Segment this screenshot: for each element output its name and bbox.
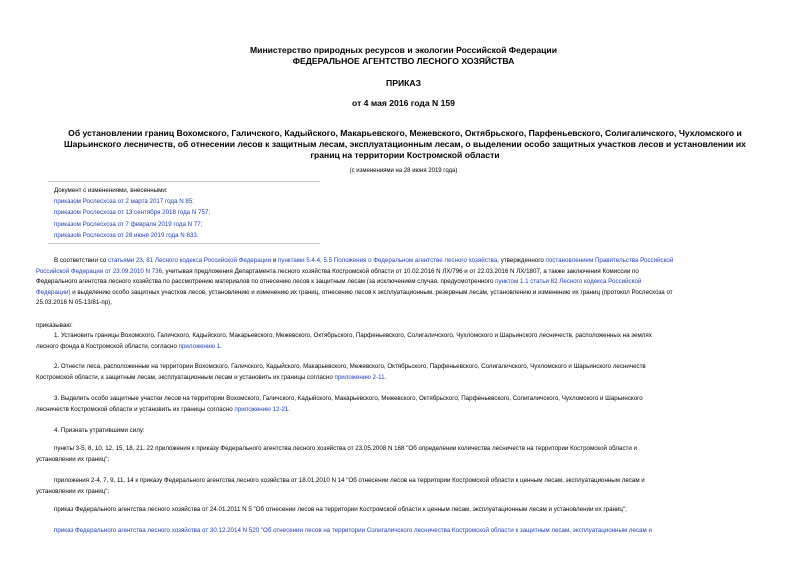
- amendment-link[interactable]: приказом Рослесхоза от 13 сентября 2018 года N 757;: [54, 209, 211, 217]
- appendix-link[interactable]: приложению 2-11: [334, 373, 385, 381]
- item-line: 2. Отнести леса, расположенные на территории Вохомского, Галичского, Кадыйского, Макарьевского, Межевского, Октябрьского, Парфеньевского, Солигаличского, Чухломского и Шарьинского лесничеств: [54, 363, 646, 370]
- item-4-heading: [36, 426, 772, 437]
- preamble-line: 25.03.2016 N 05-13/81-пр),: [36, 299, 112, 306]
- document-type: ПРИКАЗ: [386, 78, 421, 88]
- text-span: .: [220, 342, 222, 350]
- agency-name: ФЕДЕРАЛЬНОЕ АГЕНТСТВО ЛЕСНОГО ХОЗЯЙСТВА: [292, 56, 515, 66]
- text-span: .: [384, 373, 387, 381]
- item-line: установлении их границ";: [36, 487, 110, 495]
- divider-top: [48, 181, 320, 182]
- text-span: лесничеств Костромской области и установить их границы согласно: [36, 405, 235, 413]
- resolution-link-cont[interactable]: Российской Федерации от 23.09.2010 N 736: [36, 267, 163, 275]
- repealed-3: [36, 505, 772, 516]
- item-line: [36, 373, 772, 384]
- item-line: пункты 3-5, 8, 10, 12, 15, 18, 21, 22 приложения к приказу Федерального агентства лесного хозяйства от 23.05.2008 N 168 "Об определении количества лесничеств на территории Костромской области и: [54, 445, 638, 452]
- repealed-4: [36, 526, 772, 537]
- item-line: 1. Установить границы Вохомского, Галичского, Кадыйского, Макарьевского, Межевского, Октябрьского, Парфеньевского, Солигаличского, Чухломского и Шарьинского лесничеств, расположенных на землях: [54, 332, 652, 339]
- amendment-link[interactable]: приказом Рослесхоза от 7 февраля 2019 года N 77;: [54, 220, 203, 228]
- item-line: [36, 342, 772, 353]
- preamble-line: [36, 288, 772, 299]
- text-span: Федерального агентства лесного хозяйства по рассмотрению материалов по отнесению лесов к защитным лесам (за исключением случая, предусмотренного: [36, 278, 496, 285]
- text-span: , утвержденного: [497, 257, 546, 264]
- text-span: лесного фонда в Костромской области, согласно: [36, 342, 179, 350]
- preamble-line: [36, 277, 772, 288]
- amendments-block: [54, 185, 210, 241]
- repealed-1: [36, 444, 772, 465]
- title-line: границ на территории Костромской области: [310, 150, 500, 160]
- ministry-name: Министерство природных ресурсов и экологии Российской Федерации: [250, 45, 557, 55]
- text-span: Костромской области, к защитным лесам, эксплуатационным лесам и установить их границы согласно: [36, 373, 335, 381]
- amendment-link[interactable]: приказом Рослесхоза от 28 июня 2019 года N 833.: [54, 231, 199, 239]
- text-span: , учитывая предложения Департамента лесного хозяйства Костромской области от 10.02.2016 N ЛХ/796 и от 22.03.2016 N ЛХ/1807, а также заключения Комиссии по: [162, 267, 639, 275]
- text-span: В соответствии со: [54, 257, 108, 264]
- item-line: 4. Признать утратившими силу:: [54, 427, 145, 434]
- title-line: Шарьинского лесничеств, об отнесении лесов к защитным лесам, эксплуатационным лесам, о выделении особо защитных участков лесов и установлении их: [64, 139, 746, 149]
- title-line: Об установлении границ Вохомского, Галичского, Кадыйского, Макарьевского, Межевского, Октябрьского, Парфеньевского, Солигаличского, Чухломского и: [68, 128, 742, 138]
- text-span: .: [288, 405, 291, 413]
- item-3: [36, 394, 772, 415]
- item-1: [36, 331, 772, 352]
- document-date-number: от 4 мая 2016 года N 159: [352, 98, 455, 108]
- law-link[interactable]: статьями 23, 81 Лесного кодекса Российской Федерации: [107, 257, 272, 264]
- item-line: [36, 405, 772, 416]
- regulation-link[interactable]: пунктами 5.4.4, 5.5 Положения о Федеральном агентстве лесного хозяйства: [278, 257, 498, 264]
- preamble-paragraph: [36, 256, 772, 309]
- item-2: [36, 362, 772, 383]
- divider-bottom: [48, 243, 320, 244]
- code-article-link-cont[interactable]: Федерации): [36, 288, 71, 296]
- item-line: установлении их границ";: [36, 455, 110, 463]
- appendix-link[interactable]: приложению 12-21: [234, 405, 289, 413]
- preamble-line: [36, 256, 772, 267]
- order-word: приказываю:: [36, 322, 73, 329]
- repealed-2: [36, 476, 772, 497]
- text-span: и выделению особо защитных участков лесов, установлению и изменению их границ, отнесению лесов к эксплуатационным, резервным лесам, установлению и изменению их границ (протокол Рослесхоза от: [70, 288, 673, 296]
- item-line: 3. Выделить особо защитные участки лесов на территории Вохомского, Галичского, Кадыйского, Макарьевского, Межевского, Октябрьского, Парфеньевского, Солигаличского, Чухломского и Шарьинского: [54, 395, 643, 402]
- resolution-link[interactable]: постановлением Правительства Российской: [545, 257, 674, 264]
- amendments-intro: Документ с изменениями, внесенными:: [54, 187, 168, 194]
- appendix-link[interactable]: приложению 1: [178, 342, 221, 350]
- amendment-link[interactable]: приказом Рослесхоза от 2 марта 2017 года N 85;: [54, 198, 194, 206]
- preamble-line: [36, 267, 772, 278]
- repealed-order-link[interactable]: приказ Федерального агентства лесного хозяйства от 30.12.2014 N 520 "Об отнесении лесов на территории Солигаличского лесничества Костромской области к защитным лесам, эксплуатационным лесам и: [54, 527, 652, 534]
- code-article-link[interactable]: пунктом 1.1 статьи 82 Лесного кодекса Российской: [495, 278, 642, 285]
- item-line: приказ Федерального агентства лесного хозяйства от 24.01.2011 N 5 "Об отнесении лесов на территории Костромской области к ценным лесам, эксплуатационным лесам и установлении их границ";: [54, 506, 627, 513]
- document-title: [52, 128, 758, 161]
- text-span: и: [271, 257, 278, 264]
- changes-note: (с изменениями на 28 июня 2019 года): [349, 168, 458, 174]
- item-line: приложения 2-4, 7, 9, 11, 14 к приказу Федерального агентства лесного хозяйства от 18.01.2010 N 14 "Об отнесении лесов на территории Костромской области к ценным лесам, эксплуатационным лесам и: [54, 477, 645, 484]
